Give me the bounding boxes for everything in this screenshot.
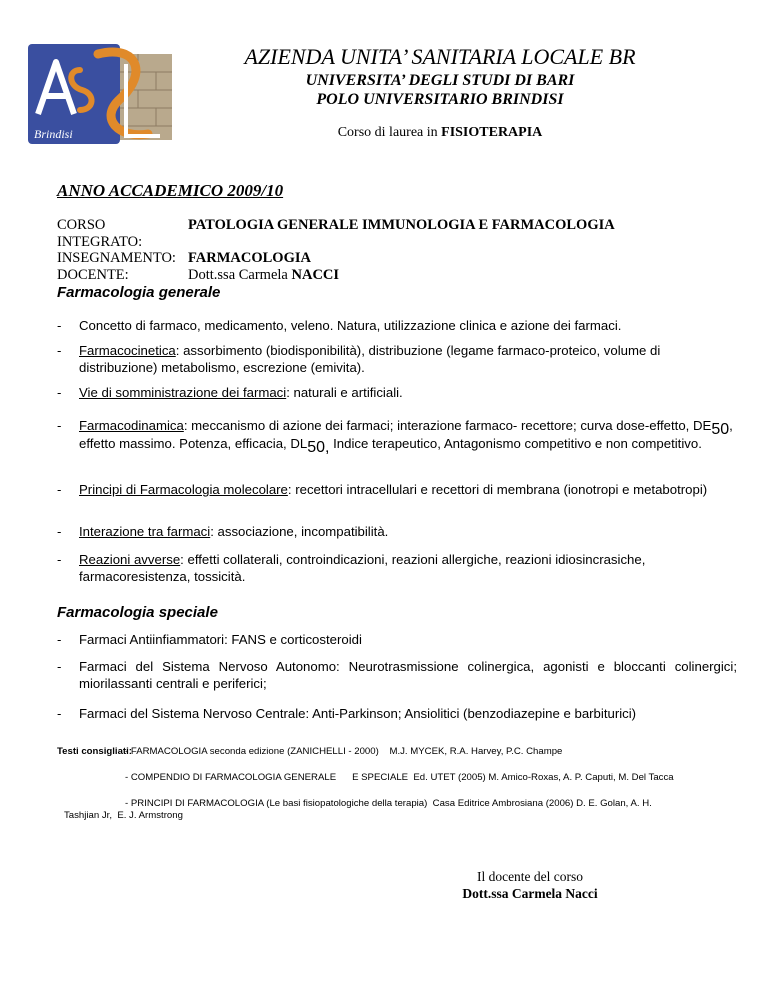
info-row-corso bbox=[57, 217, 615, 250]
testi-book-2: - COMPENDIO DI FARMACOLOGIA GENERALE E SPECIALE Ed. UTET (2005) M. Amico-Roxas, A. P. Caputi, M. Del Tacca bbox=[125, 772, 674, 783]
item-dash: - bbox=[57, 632, 62, 647]
list-item bbox=[57, 343, 737, 376]
item-text: Concetto di farmaco, medicamento, veleno. Natura, utilizzazione clinica e azione dei farmaci. bbox=[79, 318, 622, 333]
testi-row-1 bbox=[57, 746, 562, 758]
item-dash: - bbox=[57, 418, 62, 433]
item-dash: - bbox=[57, 385, 62, 400]
item-dash: - bbox=[57, 659, 62, 674]
item-dash: - bbox=[57, 343, 62, 358]
list-item bbox=[57, 482, 737, 499]
testi-label: Testi consigliati: bbox=[57, 746, 132, 757]
item-desc: : associazione, incompatibilità. bbox=[210, 524, 389, 539]
item-topic: Vie di somministrazione dei farmaci bbox=[79, 385, 287, 400]
list-item bbox=[57, 385, 737, 402]
item-desc-2: , effetto massimo. Potenza, efficacia, DL bbox=[79, 418, 733, 451]
signature-line-2: Dott.ssa Carmela Nacci bbox=[462, 886, 598, 901]
item-desc-1: : meccanismo di azione dei farmaci; interazione farmaco- recettore; curva dose-effetto, DE bbox=[183, 418, 712, 433]
item-text: Farmaci del Sistema Nervoso Autonomo: Neurotrasmissione colinergica, agonisti e bloccanti colinergici; miorilassanti centrali e periferici; bbox=[79, 659, 737, 691]
item-topic: Reazioni avverse bbox=[79, 552, 181, 567]
list-item bbox=[57, 318, 737, 335]
corso-name: FISIOTERAPIA bbox=[441, 125, 543, 140]
testi-book-1: - FARMACOLOGIA seconda edizione (ZANICHELLI - 2000) M.J. MYCEK, R.A. Harvey, P.C. Champe bbox=[125, 746, 563, 757]
item-dash: - bbox=[57, 552, 62, 567]
academic-year: ANNO ACCADEMICO 2009/10 bbox=[57, 181, 284, 200]
docente-surname: NACCI bbox=[291, 266, 340, 283]
item-desc: : naturali e artificiali. bbox=[286, 385, 403, 400]
subscript-de50: 50 bbox=[711, 421, 730, 438]
list-item bbox=[57, 706, 737, 723]
item-text bbox=[79, 417, 737, 456]
insegnamento-value: FARMACOLOGIA bbox=[188, 250, 311, 266]
item-topic: Farmacodinamica bbox=[79, 418, 184, 433]
list-item bbox=[57, 659, 737, 692]
list-item bbox=[57, 524, 737, 541]
list-item bbox=[57, 417, 737, 456]
corso-prefix: Corso di laurea in bbox=[337, 125, 442, 140]
section-title-generale: Farmacologia generale bbox=[57, 284, 221, 301]
docente-prefix: Dott.ssa Carmela bbox=[188, 266, 292, 283]
header-university: UNIVERSITA’ DEGLI STUDI DI BARI bbox=[305, 72, 575, 89]
item-topic: Farmacocinetica bbox=[79, 343, 176, 358]
signature-line-1: Il docente del corso bbox=[476, 869, 584, 884]
header-polo: POLO UNIVERSITARIO BRINDISI bbox=[316, 91, 564, 108]
info-row-docente bbox=[57, 267, 615, 284]
item-text: Farmaci del Sistema Nervoso Centrale: Anti-Parkinson; Ansiolitici (benzodiazepine e barbiturici) bbox=[79, 706, 637, 721]
docente-value bbox=[188, 267, 339, 284]
item-text bbox=[79, 385, 737, 402]
item-desc: : effetti collaterali, controindicazioni, reazioni allergiche, reazioni idiosincrasiche, farmacoresistenza, tossicità. bbox=[79, 552, 646, 584]
asl-logo bbox=[28, 44, 176, 144]
course-info bbox=[57, 217, 615, 283]
subscript-dl50: 50, bbox=[307, 438, 330, 456]
item-text bbox=[79, 552, 737, 585]
docente-label: DOCENTE: bbox=[57, 266, 129, 283]
item-text bbox=[79, 524, 737, 541]
header-corso bbox=[190, 125, 690, 141]
item-text: Farmaci Antiinfiammatori: FANS e corticosteroidi bbox=[79, 632, 362, 647]
logo-caption: Brindisi bbox=[34, 127, 73, 141]
info-row-insegnamento bbox=[57, 250, 615, 267]
item-text bbox=[79, 343, 737, 376]
header-title: AZIENDA UNITA’ SANITARIA LOCALE BR bbox=[244, 44, 636, 69]
item-dash: - bbox=[57, 524, 62, 539]
item-text bbox=[79, 482, 737, 499]
item-dash: - bbox=[57, 706, 62, 721]
list-item bbox=[57, 632, 737, 649]
signature-block bbox=[440, 868, 620, 902]
insegnamento-label: INSEGNAMENTO: bbox=[57, 250, 176, 266]
item-desc-3: Indice terapeutico, Antagonismo competitivo e non competitivo. bbox=[329, 435, 702, 451]
item-desc: : recettori intracellulari e recettori di membrana (ionotropi e metabotropi) bbox=[287, 482, 708, 497]
corso-value: PATOLOGIA GENERALE IMMUNOLOGIA E FARMACOLOGIA bbox=[188, 217, 615, 233]
list-item bbox=[57, 552, 737, 585]
item-dash: - bbox=[57, 482, 62, 497]
testi-book-3b: Tashjian Jr, E. J. Armstrong bbox=[64, 810, 183, 821]
item-dash: - bbox=[57, 318, 62, 333]
corso-label: CORSO INTEGRATO: bbox=[57, 217, 143, 250]
item-topic: Principi di Farmacologia molecolare bbox=[79, 482, 288, 497]
section-title-speciale: Farmacologia speciale bbox=[57, 604, 218, 621]
item-desc: : assorbimento (biodisponibilità), distribuzione (legame farmaco-proteico, volume di distribuzione) metabolismo, escrezione (emivita). bbox=[79, 343, 661, 375]
testi-book-3a: - PRINCIPI DI FARMACOLOGIA (Le basi fisiopatologiche della terapia) Casa Editrice Ambrosiana (2006) D. E. Golan, A. H. bbox=[125, 798, 652, 809]
item-topic: Interazione tra farmaci bbox=[79, 524, 211, 539]
asl-logo-graphic bbox=[28, 44, 176, 144]
